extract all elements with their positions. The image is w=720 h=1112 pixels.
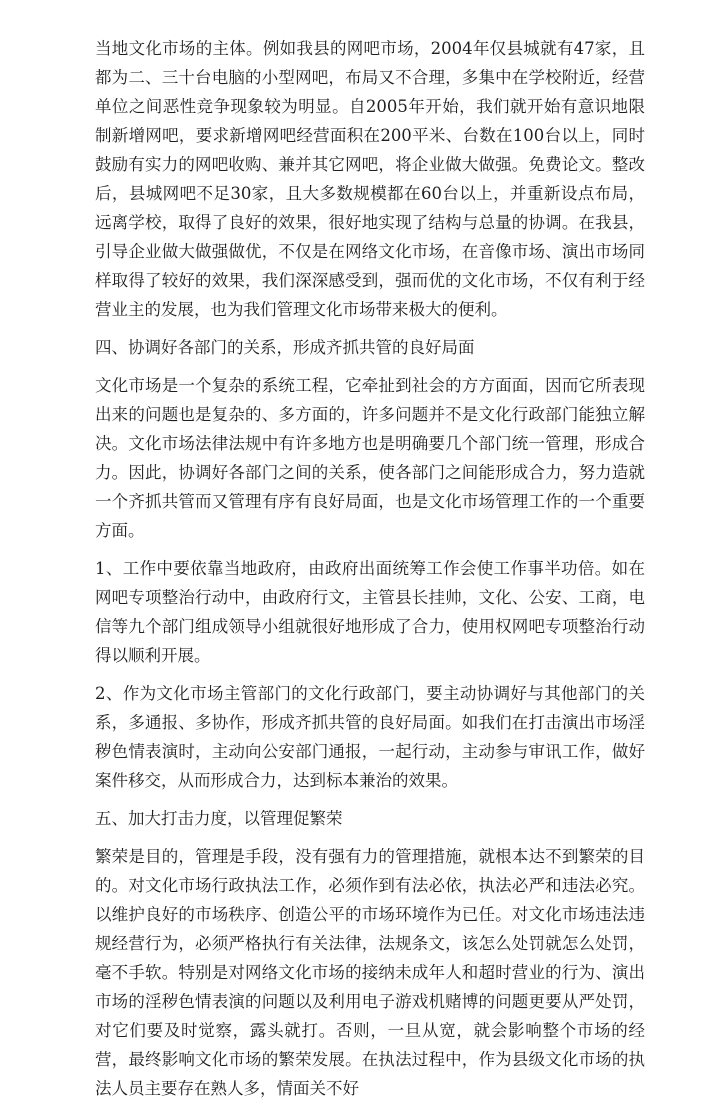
section-heading-four: 四、协调好各部门的关系，形成齐抓共管的良好局面 [95, 338, 475, 357]
paragraph-coordination-intro: 文化市场是一个复杂的系统工程，它牵扯到社会的方方面面，因而它所表现出来的问题也是复杂的、多方面的，许多问题并不是文化行政部门能独立解决。文化市场法律法规中有许多地方也是明确要几个部门统一管理，形成合力。因此，协调好各部门之间的关系，使各部门之间能形成合力，努力造就一个齐抓共管而又管理有序有良好局面，也是文化市场管理工作的一个重要方面。 [95, 376, 645, 540]
paragraph-point-two: 2、作为文化市场主管部门的文化行政部门，要主动协调好与其他部门的关系，多通报、多协作，形成齐抓共管的良好局面。如我们在打击演出市场淫秽色情表演时，主动向公安部门通报，一起行动，主动参与审讯工作，做好案件移交，从而形成合力，达到标本兼治的效果。 [95, 684, 645, 790]
section-heading-five: 五、加大打击力度，以管理促繁荣 [95, 809, 343, 828]
paragraph-point-one: 1、工作中要依靠当地政府，由政府出面统筹工作会使工作事半功倍。如在网吧专项整治行动中，由政府行文，主管县长挂帅，文化、公安、工商，电信等九个部门组成领导小组就很好地形成了合力，使用权网吧专项整治行动得以顺利开展。 [95, 559, 645, 665]
document-body [95, 34, 645, 1112]
paragraph-network-cafe-market: 当地文化市场的主体。例如我县的网吧市场，2004年仅县城就有47家，且都为二、三十台电脑的小型网吧，布局又不合理，多集中在学校附近，经营单位之间恶性竞争现象较为明显。自2005年开始，我们就开始有意识地限制新增网吧，要求新增网吧经营面积在200平米、台数在100台以上，同时鼓励有实力的网吧收购、兼并其它网吧，将企业做大做强。免费论文。整改后，县城网吧不足30家，且大多数规模都在60台以上，并重新设点布局，远离学校，取得了良好的效果，很好地实现了结构与总量的协调。在我县，引导企业做大做强做优，不仅是在网络文化市场，在音像市场、演出市场同样取得了较好的效果，我们深深感受到，强而优的文化市场，不仅有利于经营业主的发展，也为我们管理文化市场带来极大的便利。 [95, 39, 645, 319]
paragraph-enforcement: 繁荣是目的，管理是手段，没有强有力的管理措施，就根本达不到繁荣的目的。对文化市场行政执法工作，必须作到有法必依，执法必严和违法必究。以维护良好的市场秩序、创造公平的市场环境作为已任。对文化市场违法违规经营行为，必须严格执行有关法律，法规条文，该怎么处罚就怎么处罚，毫不手软。特别是对网络文化市场的接纳未成年人和超时营业的行为、演出市场的淫秽色情表演的问题以及利用电子游戏机赌博的问题更要从严处罚，对它们要及时觉察，露头就打。否则，一旦从宽，就会影响整个市场的经营，最终影响文化市场的繁荣发展。在执法过程中，作为县级文化市场的执法人员主要存在熟人多，情面关不好 [95, 847, 645, 1098]
